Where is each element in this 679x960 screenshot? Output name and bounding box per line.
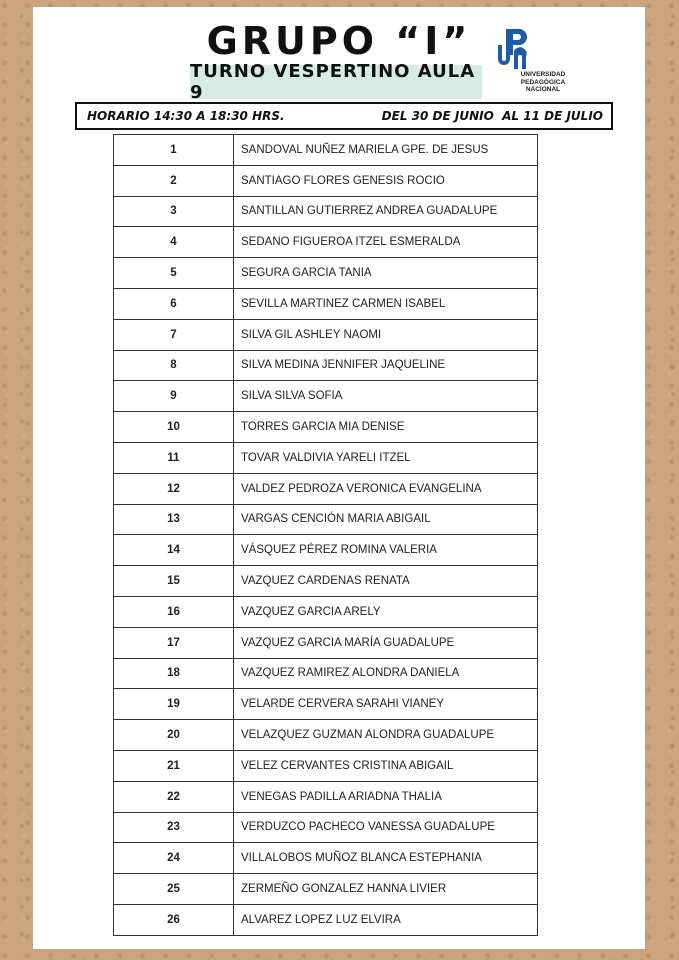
row-number: 21 [114,750,234,781]
student-name: VARGAS CENCIÓN MARIA ABIGAIL [234,504,538,535]
row-number: 18 [114,658,234,689]
student-name: SILVA MEDINA JENNIFER JAQUELINE [234,350,538,381]
table-row [114,627,538,658]
row-number: 23 [114,812,234,843]
student-name: SEVILLA MARTINEZ CARMEN ISABEL [234,288,538,319]
row-number: 6 [114,288,234,319]
student-name: VERDUZCO PACHECO VANESSA GUADALUPE [234,812,538,843]
table-row [114,596,538,627]
table-row [114,504,538,535]
student-name: SANDOVAL NUÑEZ MARIELA GPE. DE JESUS [234,135,538,166]
document-sheet [33,7,645,949]
row-number: 4 [114,227,234,258]
row-number: 2 [114,165,234,196]
row-number: 15 [114,566,234,597]
logo-wordmark [508,71,578,94]
table-row [114,904,538,935]
table-row [114,720,538,751]
row-number: 11 [114,442,234,473]
schedule-dates: DEL 30 DE JUNIO AL 11 DE JULIO [381,109,603,123]
table-row [114,350,538,381]
table-row [114,535,538,566]
table-row [114,258,538,289]
table-row [114,750,538,781]
student-name: VILLALOBOS MUÑOZ BLANCA ESTEPHANIA [234,843,538,874]
page-title: GRUPO “I” [206,19,472,63]
row-number: 25 [114,874,234,905]
row-number: 13 [114,504,234,535]
table-row [114,874,538,905]
row-number: 5 [114,258,234,289]
roster-body [114,135,538,936]
table-row [114,165,538,196]
student-name: TORRES GARCIA MIA DENISE [234,412,538,443]
row-number: 24 [114,843,234,874]
table-row [114,227,538,258]
row-number: 3 [114,196,234,227]
table-row [114,381,538,412]
student-name: VELEZ CERVANTES CRISTINA ABIGAIL [234,750,538,781]
row-number: 12 [114,473,234,504]
student-name: VENEGAS PADILLA ARIADNA THALIA [234,781,538,812]
table-row [114,412,538,443]
student-name: VALDEZ PEDROZA VERONICA EVANGELINA [234,473,538,504]
table-row [114,196,538,227]
table-row [114,135,538,166]
table-row [114,473,538,504]
table-row [114,319,538,350]
student-name: VELARDE CERVERA SARAHI VIANEY [234,689,538,720]
table-row [114,843,538,874]
student-name: SEGURA GARCIA TANIA [234,258,538,289]
student-name: SILVA SILVA SOFIA [234,381,538,412]
table-row [114,689,538,720]
row-number: 16 [114,596,234,627]
row-number: 17 [114,627,234,658]
table-row [114,288,538,319]
row-number: 14 [114,535,234,566]
student-name: TOVAR VALDIVIA YARELI ITZEL [234,442,538,473]
student-name: SILVA GIL ASHLEY NAOMI [234,319,538,350]
schedule-hours: HORARIO 14:30 A 18:30 HRS. [87,109,285,123]
logo-line: NACIONAL [525,86,561,93]
table-row [114,781,538,812]
student-name: ZERMEÑO GONZALEZ HANNA LIVIER [234,874,538,905]
student-name: SANTIAGO FLORES GENESIS ROCIO [234,165,538,196]
student-name: VAZQUEZ GARCIA MARÍA GUADALUPE [234,627,538,658]
student-name: VAZQUEZ GARCIA ARELY [234,596,538,627]
student-name: VELAZQUEZ GUZMAN ALONDRA GUADALUPE [234,720,538,751]
student-name: SANTILLAN GUTIERREZ ANDREA GUADALUPE [234,196,538,227]
student-name: SEDANO FIGUEROA ITZEL ESMERALDA [234,227,538,258]
row-number: 10 [114,412,234,443]
table-row [114,658,538,689]
schedule-bar [75,102,613,130]
row-number: 26 [114,904,234,935]
logo-line: UNIVERSIDAD [520,71,566,78]
table-row [114,812,538,843]
upn-logo-icon [494,27,530,71]
row-number: 20 [114,720,234,751]
row-number: 1 [114,135,234,166]
logo-line: PEDAGÓGICA [520,78,566,86]
student-name: ALVAREZ LOPEZ LUZ ELVIRA [234,904,538,935]
row-number: 22 [114,781,234,812]
row-number: 9 [114,381,234,412]
student-roster-table [113,134,538,936]
shift-classroom-banner: TURNO VESPERTINO AULA 9 [190,65,482,99]
row-number: 19 [114,689,234,720]
student-name: VAZQUEZ CARDENAS RENATA [234,566,538,597]
row-number: 8 [114,350,234,381]
table-row [114,566,538,597]
student-name: VÁSQUEZ PÉREZ ROMINA VALERIA [234,535,538,566]
university-logo [494,27,574,99]
student-name: VAZQUEZ RAMIREZ ALONDRA DANIELA [234,658,538,689]
row-number: 7 [114,319,234,350]
table-row [114,442,538,473]
